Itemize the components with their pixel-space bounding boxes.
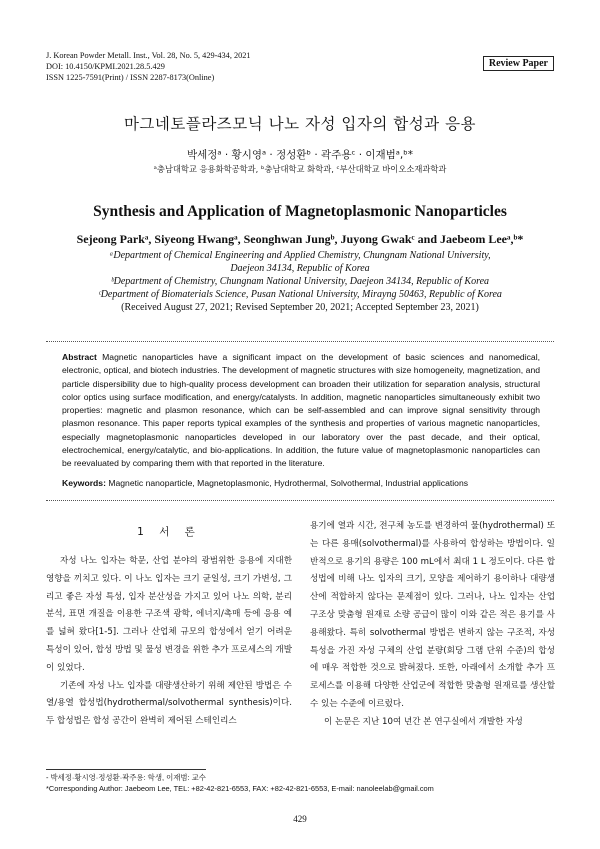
affiliation-c: ᶜDepartment of Biomaterials Science, Pusan National University, Mirayng 50463, Republic of Korea	[98, 289, 502, 300]
paragraph: 기존에 자성 나노 입자를 대량생산하기 위해 제안된 방법은 수열/용열 합성법(hydrothermal/solvothermal synthesis)이다. 두 합성법은 합성 공간이 완벽히 제어된 스테인리스	[46, 680, 292, 727]
footnote	[46, 772, 434, 794]
keywords-label: Keywords:	[62, 478, 106, 488]
received-dates: (Received August 27, 2021; Revised September 20, 2021; Accepted September 23, 2021)	[121, 302, 479, 313]
body-column-left	[46, 553, 292, 731]
keywords-text: Magnetic nanoparticle, Magnetoplasmonic, Hydrothermal, Solvothermal, Industrial applications	[108, 478, 469, 488]
abstract	[62, 351, 540, 471]
korean-title: 마그네토플라즈모닉 나노 자성 입자의 합성과 응용	[123, 115, 477, 133]
journal-citation: J. Korean Powder Metall. Inst., Vol. 28, No. 5, 429-434, 2021	[46, 51, 251, 60]
footnote-roles: - 박세정·황시영·정성환·곽주용: 학생, 이재범: 교수	[46, 773, 206, 782]
review-paper-badge: Review Paper	[483, 56, 554, 71]
journal-doi: DOI: 10.4150/KPMI.2021.28.5.429	[46, 62, 165, 71]
english-authors: Sejeong Parkᵃ, Siyeong Hwangᵃ, Seonghwan Jungᵇ, Juyong Gwakᶜ and Jaebeom Leeᵃ,ᵇ*	[76, 232, 524, 246]
page-number: 429	[293, 814, 307, 824]
paragraph: 이 논문은 지난 10여 년간 본 연구실에서 개발한 자성	[324, 716, 523, 727]
abstract-text: Magnetic nanoparticles have a significant impact on the development of basic sciences and nanomedical, electronic, optical, and biotech industries. The development of magnetic structures with size homogeneity, magnetization, and particle dispersibility due to high-quality process development can broaden their utilization for separation analysis, structural color optics using surface modification, and energy/catalysts. In addition, magnetic nanoparticles simultaneously exhibit two properties: magnetic and plasmon resonance, which can be self-assembled and can improve signal sensitivity through plasmon resonance. This paper reports typical examples of the synthesis and properties of various magnetic nanoparticles, especially magnetoplasmonic nanoparticles developed in our laboratory over the past decade, and their optical, electrochemical, energy/catalytic, and bio-applications. In addition, the future value of magnetoplasmonic nanoparticles can be reevaluated by comparing them with that reported in the literature.	[62, 352, 540, 469]
abstract-label: Abstract	[62, 352, 97, 362]
affiliation-a-line2: Daejeon 34134, Republic of Korea	[230, 263, 370, 274]
journal-info	[46, 50, 251, 83]
paragraph: 용기에 열과 시간, 전구체 농도를 변경하여 물(hydrothermal) 또는 다른 용매(solvothermal)를 사용하여 합성하는 방법이다. 일반적으로 용기의 용량은 100 mL에서 최대 1 L 정도이다. 다른 합성법에 비해 나노 입자의 크기, 모양을 제어하기 용이하나 대량생산에 적합하지 않다는 문제점이 있다. 그러나, 나노 입자는 산업 구조상 맞춤형 원재료 소량 공급이 많이 이와 같은 적은 용기를 사용해왔다. 특히 solvothermal 방법은 변하지 않는 구조적, 자성 특성을 가진 자성 구체의 산업 분량(회당 그램 단위 수준)의 합성에 매우 적합한 것으로 밝혀졌다. 또한, 아래에서 소개할 추가 프로세스를 이용해 다양한 산업군에 적합한 맞춤형 원재료를 생산할 수 있는 수준에 이르렀다.	[310, 521, 555, 709]
footnote-divider	[46, 769, 206, 770]
korean-affiliations: ᵃ충남대학교 응용화학공학과, ᵇ충남대학교 화학과, ᶜ부산대학교 바이오소재과학과	[153, 164, 447, 174]
korean-authors: 박세정ᵃ · 황시영ᵃ · 정성환ᵇ · 곽주용ᶜ · 이재범ᵃ,ᵇ*	[187, 149, 413, 161]
section-heading-introduction: 1 서 론	[137, 526, 201, 538]
paragraph: 자성 나노 입자는 학문, 산업 분야의 광범위한 응용에 지대한 영향을 끼치고 있다. 이 나노 입자는 크기 균일성, 크기 가변성, 그리고 좋은 자성 특성, 입자 분산성을 가지고 있어 나노 의학, 분리 분석, 표면 개질을 이용한 구조색 광학, 에너지/촉매 등에 응용 예를 넓혀 왔다[1-5]. 그러나 산업체 규모의 합성에서 얻기 어려운 특성이 있어, 합성 방법 및 물성 변경을 위한 추가 프로세스의 개발이 있었다.	[46, 556, 292, 673]
divider-bottom	[46, 500, 554, 501]
keywords	[62, 478, 540, 488]
affiliation-a-line1: ᵃDepartment of Chemical Engineering and Applied Chemistry, Chungnam National University,	[109, 250, 491, 261]
footnote-corresponding-author: *Corresponding Author: Jaebeom Lee, TEL: +82-42-821-6553, FAX: +82-42-821-6553, E-mail: nanoleelab@gmail.com	[46, 784, 434, 793]
english-title: Synthesis and Application of Magnetoplasmonic Nanoparticles	[93, 203, 507, 220]
journal-issn: ISSN 1225-7591(Print) / ISSN 2287-8173(Online)	[46, 73, 215, 82]
body-column-right	[310, 518, 555, 732]
affiliation-b: ᵇDepartment of Chemistry, Chungnam National University, Daejeon 34134, Republic of Korea	[110, 276, 490, 287]
divider-top	[46, 341, 554, 342]
